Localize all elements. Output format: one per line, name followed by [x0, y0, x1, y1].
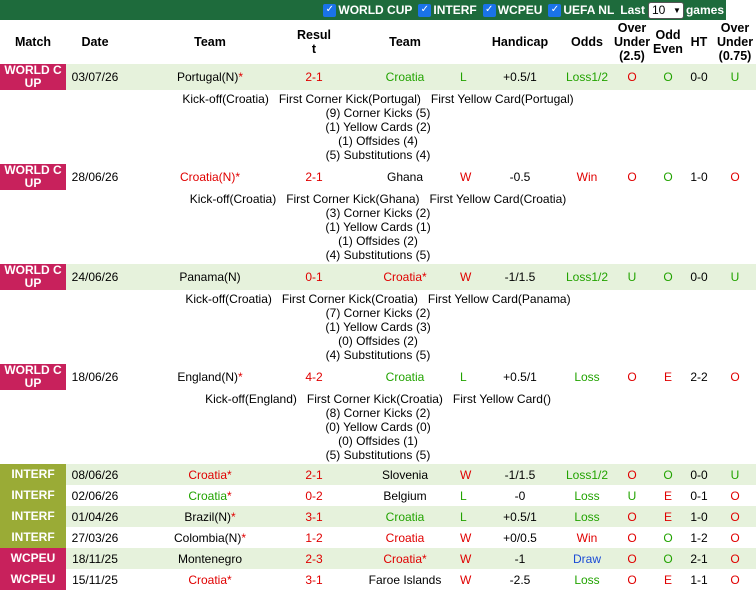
competition-badge[interactable]: INTERF	[0, 485, 66, 506]
match-history-table	[0, 20, 756, 590]
handicap-cell	[460, 527, 562, 548]
competition-badge[interactable]: WORLD CUP	[0, 164, 66, 190]
match-date: 27/03/26	[66, 527, 124, 548]
team-name[interactable]: Croatia	[383, 551, 422, 566]
competition-badge[interactable]: WORLD CUP	[0, 64, 66, 90]
table-row[interactable]	[0, 364, 756, 390]
home-team[interactable]	[124, 64, 296, 90]
table-row[interactable]	[0, 527, 756, 548]
win-loss-indicator: W	[460, 170, 472, 184]
win-loss-indicator: W	[460, 530, 472, 545]
star-icon: *	[227, 488, 232, 503]
header-home-team: Team	[124, 20, 296, 64]
odds-result: Loss	[562, 485, 612, 506]
stat-line: (0) Offsides (1)	[338, 434, 418, 448]
score[interactable]: 3-1	[296, 569, 332, 590]
home-team[interactable]	[124, 464, 296, 485]
stat-line: (1) Yellow Cards (1)	[325, 220, 431, 234]
stat-line: (5) Substitutions (5)	[325, 448, 431, 462]
competition-badge[interactable]: INTERF	[0, 506, 66, 527]
first-events-summary: Kick-off(Croatia) First Corner Kick(Portugal) First Yellow Card(Portugal)	[182, 92, 574, 106]
match-detail-row	[0, 190, 756, 264]
half-time-score: 1-1	[684, 569, 714, 590]
score[interactable]: 1-2	[296, 527, 332, 548]
match-date: 03/07/26	[66, 64, 124, 90]
match-detail	[0, 390, 756, 464]
half-time-score: 2-1	[684, 548, 714, 569]
star-icon: *	[227, 572, 232, 587]
odds-result: Win	[562, 527, 612, 548]
team-name[interactable]: Croatia(N)	[179, 170, 236, 184]
match-detail-row	[0, 290, 756, 364]
team-name[interactable]: Montenegro	[177, 551, 243, 566]
chevron-down-icon: ▼	[673, 5, 681, 15]
table-row[interactable]	[0, 506, 756, 527]
match-date: 15/11/25	[66, 569, 124, 590]
away-team[interactable]	[332, 264, 478, 290]
stat-line: (7) Corner Kicks (2)	[325, 306, 431, 320]
team-name[interactable]: Croatia	[385, 530, 425, 545]
filter-label: UEFA NL	[563, 3, 615, 17]
filter-label: INTERF	[433, 3, 477, 17]
competition-badge[interactable]: INTERF	[0, 527, 66, 548]
over-under-2-5: O	[612, 527, 652, 548]
odds-result: Win	[562, 164, 612, 190]
last-games-control	[620, 2, 724, 19]
team-name[interactable]: Croatia	[383, 270, 422, 284]
away-team[interactable]	[332, 64, 478, 90]
match-date: 18/06/26	[66, 364, 124, 390]
over-under-2-5: O	[612, 64, 652, 90]
first-events-summary: Kick-off(Croatia) First Corner Kick(Ghana) First Yellow Card(Croatia)	[189, 192, 567, 206]
match-date: 08/06/26	[66, 464, 124, 485]
table-row[interactable]	[0, 264, 756, 290]
star-icon: *	[422, 551, 427, 566]
checkbox-checked-icon[interactable]: ✓	[418, 4, 431, 17]
odds-result: Loss1/2	[562, 264, 612, 290]
competition-filters	[323, 3, 620, 17]
header-over-under-2-5: Over Under (2.5)	[613, 21, 651, 63]
header-date: Date	[66, 20, 124, 64]
header-result: Resul t	[296, 20, 332, 64]
handicap-value: -2.5	[509, 572, 531, 587]
half-time-score: 0-0	[684, 464, 714, 485]
competition-badge[interactable]: WORLD CUP	[0, 264, 66, 290]
odds-result: Loss1/2	[562, 64, 612, 90]
score[interactable]: 0-2	[296, 485, 332, 506]
away-team[interactable]	[332, 164, 478, 190]
match-date: 01/04/26	[66, 506, 124, 527]
checkbox-checked-icon[interactable]: ✓	[548, 4, 561, 17]
handicap-value: -1	[514, 551, 526, 566]
stat-line: (4) Substitutions (5)	[325, 348, 431, 362]
handicap-value: -0	[514, 488, 526, 503]
handicap-value: +0.5/1	[503, 370, 537, 384]
table-row[interactable]	[0, 464, 756, 485]
home-team[interactable]	[124, 506, 296, 527]
half-time-score: 1-0	[684, 506, 714, 527]
handicap-value: +0.5/1	[503, 509, 537, 524]
competition-badge[interactable]: INTERF	[0, 464, 66, 485]
star-icon: *	[238, 70, 244, 84]
star-icon: *	[241, 530, 247, 545]
header-over-under-0-75: Over Under (0.75)	[714, 20, 756, 64]
odd-even: O	[652, 464, 684, 485]
home-team[interactable]	[124, 364, 296, 390]
team-name[interactable]: Ghana	[386, 170, 424, 184]
stat-line: (4) Substitutions (5)	[325, 248, 431, 262]
win-loss-indicator: L	[460, 70, 467, 84]
over-under-2-5: U	[612, 485, 652, 506]
odd-even: O	[652, 264, 684, 290]
score[interactable]: 3-1	[296, 506, 332, 527]
home-team[interactable]	[124, 527, 296, 548]
star-icon: *	[231, 509, 236, 524]
first-events-summary: Kick-off(Croatia) First Corner Kick(Croatia) First Yellow Card(Panama)	[185, 292, 571, 306]
header-ht: HT	[684, 20, 714, 64]
star-icon: *	[422, 270, 427, 284]
handicap-value: +0/0.5	[503, 530, 537, 545]
team-name[interactable]: Croatia	[385, 370, 425, 384]
match-date: 24/06/26	[66, 264, 124, 290]
score[interactable]: 2-1	[296, 64, 332, 90]
score[interactable]: 2-1	[296, 164, 332, 190]
handicap-cell	[460, 164, 562, 190]
odd-even: O	[652, 164, 684, 190]
competition-badge[interactable]: WCPEU	[0, 548, 66, 569]
stat-line: (1) Yellow Cards (2)	[325, 120, 431, 134]
match-detail-row	[0, 390, 756, 464]
home-team[interactable]	[124, 569, 296, 590]
stat-line: (5) Substitutions (4)	[325, 148, 431, 162]
stat-line: (1) Offsides (4)	[338, 134, 418, 148]
win-loss-indicator: W	[460, 572, 472, 587]
table-row[interactable]	[0, 548, 756, 569]
odds-result: Loss	[562, 364, 612, 390]
odd-even: E	[652, 569, 684, 590]
win-loss-indicator: L	[460, 370, 467, 384]
handicap-value: -0.5	[509, 170, 531, 184]
match-date: 02/06/26	[66, 485, 124, 506]
team-name[interactable]: Croatia	[385, 509, 425, 524]
over-under-0-75: U	[714, 464, 756, 485]
home-team[interactable]	[124, 264, 296, 290]
away-team[interactable]	[332, 506, 478, 527]
stat-line: (0) Offsides (2)	[338, 334, 418, 348]
team-name[interactable]: England(N)	[177, 370, 239, 384]
odds-result: Loss	[562, 569, 612, 590]
home-team[interactable]	[124, 548, 296, 569]
stat-line: (1) Offsides (2)	[338, 234, 418, 248]
handicap-value: -1/1.5	[504, 270, 536, 284]
half-time-score: 0-0	[684, 264, 714, 290]
games-count-select[interactable]	[648, 2, 684, 19]
stat-line: (9) Corner Kicks (5)	[325, 106, 431, 120]
filter-uefa-nl[interactable]	[548, 3, 614, 17]
away-team[interactable]	[332, 464, 478, 485]
over-under-2-5: O	[612, 506, 652, 527]
over-under-2-5: O	[612, 548, 652, 569]
star-icon: *	[235, 170, 240, 184]
filter-label: WCPEU	[497, 3, 543, 17]
team-name[interactable]: Faroe Islands	[368, 572, 442, 587]
win-loss-indicator: W	[460, 467, 472, 482]
odd-even: E	[652, 485, 684, 506]
team-name[interactable]: Croatia	[188, 572, 227, 587]
stat-line: (1) Yellow Cards (3)	[325, 320, 431, 334]
header-handicap: Handicap	[478, 20, 562, 64]
filter-wcpeu[interactable]	[483, 3, 543, 17]
last-label: Last	[620, 3, 645, 17]
away-team[interactable]	[332, 569, 478, 590]
over-under-2-5: O	[612, 464, 652, 485]
team-name[interactable]: Panama(N)	[179, 270, 241, 284]
odds-result: Loss	[562, 506, 612, 527]
team-name[interactable]: Croatia	[188, 488, 227, 503]
team-name[interactable]: Portugal(N)	[176, 70, 239, 84]
handicap-value: -1/1.5	[504, 467, 536, 482]
away-team[interactable]	[332, 364, 478, 390]
games-label: games	[685, 3, 724, 17]
over-under-2-5: O	[612, 569, 652, 590]
handicap-cell	[460, 64, 562, 90]
match-detail	[0, 90, 756, 164]
over-under-0-75: O	[714, 569, 756, 590]
half-time-score: 1-0	[684, 164, 714, 190]
checkbox-checked-icon[interactable]: ✓	[323, 4, 336, 17]
filter-world-cup[interactable]	[323, 3, 412, 17]
filter-interf[interactable]	[418, 3, 476, 17]
half-time-score: 2-2	[684, 364, 714, 390]
handicap-cell	[460, 364, 562, 390]
table-row[interactable]	[0, 164, 756, 190]
over-under-2-5: U	[612, 264, 652, 290]
table-row[interactable]	[0, 569, 756, 590]
over-under-2-5: O	[612, 164, 652, 190]
over-under-0-75: O	[714, 527, 756, 548]
star-icon: *	[227, 467, 232, 482]
odd-even: O	[652, 548, 684, 569]
score[interactable]: 4-2	[296, 364, 332, 390]
match-detail	[0, 290, 756, 364]
handicap-cell	[460, 464, 562, 485]
odd-even: E	[652, 364, 684, 390]
score[interactable]: 0-1	[296, 264, 332, 290]
odd-even: E	[652, 506, 684, 527]
half-time-score: 0-0	[684, 64, 714, 90]
handicap-cell	[460, 506, 562, 527]
odd-even: O	[652, 527, 684, 548]
competition-badge[interactable]: WORLD CUP	[0, 364, 66, 390]
over-under-0-75: U	[714, 64, 756, 90]
table-header	[0, 20, 756, 64]
table-row[interactable]	[0, 64, 756, 90]
over-under-0-75: O	[714, 548, 756, 569]
header-match: Match	[0, 20, 66, 64]
match-detail-row	[0, 90, 756, 164]
score[interactable]: 2-3	[296, 548, 332, 569]
win-loss-indicator: W	[460, 551, 472, 566]
away-team[interactable]	[332, 548, 478, 569]
score[interactable]: 2-1	[296, 464, 332, 485]
header-away-team: Team	[332, 20, 478, 64]
table-row[interactable]	[0, 485, 756, 506]
table-body	[0, 64, 756, 590]
stat-line: (3) Corner Kicks (2)	[325, 206, 431, 220]
match-date: 28/06/26	[66, 164, 124, 190]
win-loss-indicator: L	[460, 488, 467, 503]
checkbox-checked-icon[interactable]: ✓	[483, 4, 496, 17]
handicap-value: +0.5/1	[503, 70, 537, 84]
home-team[interactable]	[124, 485, 296, 506]
star-icon: *	[238, 370, 243, 384]
odds-result: Draw	[562, 548, 612, 569]
over-under-2-5: O	[612, 364, 652, 390]
games-count-value: 10	[651, 3, 666, 17]
away-team[interactable]	[332, 485, 478, 506]
team-name[interactable]: Croatia	[385, 70, 425, 84]
team-name[interactable]: Colombia(N)	[173, 530, 242, 545]
win-loss-indicator: W	[460, 270, 472, 284]
handicap-cell	[460, 569, 562, 590]
half-time-score: 1-2	[684, 527, 714, 548]
home-team[interactable]	[124, 164, 296, 190]
filter-label: WORLD CUP	[338, 3, 413, 17]
competition-badge[interactable]: WCPEU	[0, 569, 66, 590]
over-under-0-75: U	[714, 264, 756, 290]
header-odds: Odds	[562, 20, 612, 64]
over-under-0-75: O	[714, 485, 756, 506]
win-loss-indicator: L	[460, 509, 467, 524]
odds-result: Loss1/2	[562, 464, 612, 485]
team-name[interactable]: Brazil(N)	[184, 509, 231, 524]
over-under-0-75: O	[714, 164, 756, 190]
first-events-summary: Kick-off(England) First Corner Kick(Croatia) First Yellow Card()	[205, 392, 551, 406]
away-team[interactable]	[332, 527, 478, 548]
handicap-cell	[460, 485, 562, 506]
over-under-0-75: O	[714, 364, 756, 390]
stat-line: (0) Yellow Cards (0)	[325, 420, 431, 434]
handicap-cell	[460, 264, 562, 290]
handicap-cell	[460, 548, 562, 569]
match-date: 18/11/25	[66, 548, 124, 569]
team-name[interactable]: Slovenia	[381, 467, 429, 482]
match-detail	[0, 190, 756, 264]
filter-bar	[0, 0, 726, 20]
odd-even: O	[652, 64, 684, 90]
header-odd-even: Odd Even	[652, 20, 684, 64]
half-time-score: 0-1	[684, 485, 714, 506]
team-name[interactable]: Croatia	[188, 467, 227, 482]
over-under-0-75: O	[714, 506, 756, 527]
team-name[interactable]: Belgium	[383, 488, 427, 503]
stat-line: (8) Corner Kicks (2)	[325, 406, 431, 420]
